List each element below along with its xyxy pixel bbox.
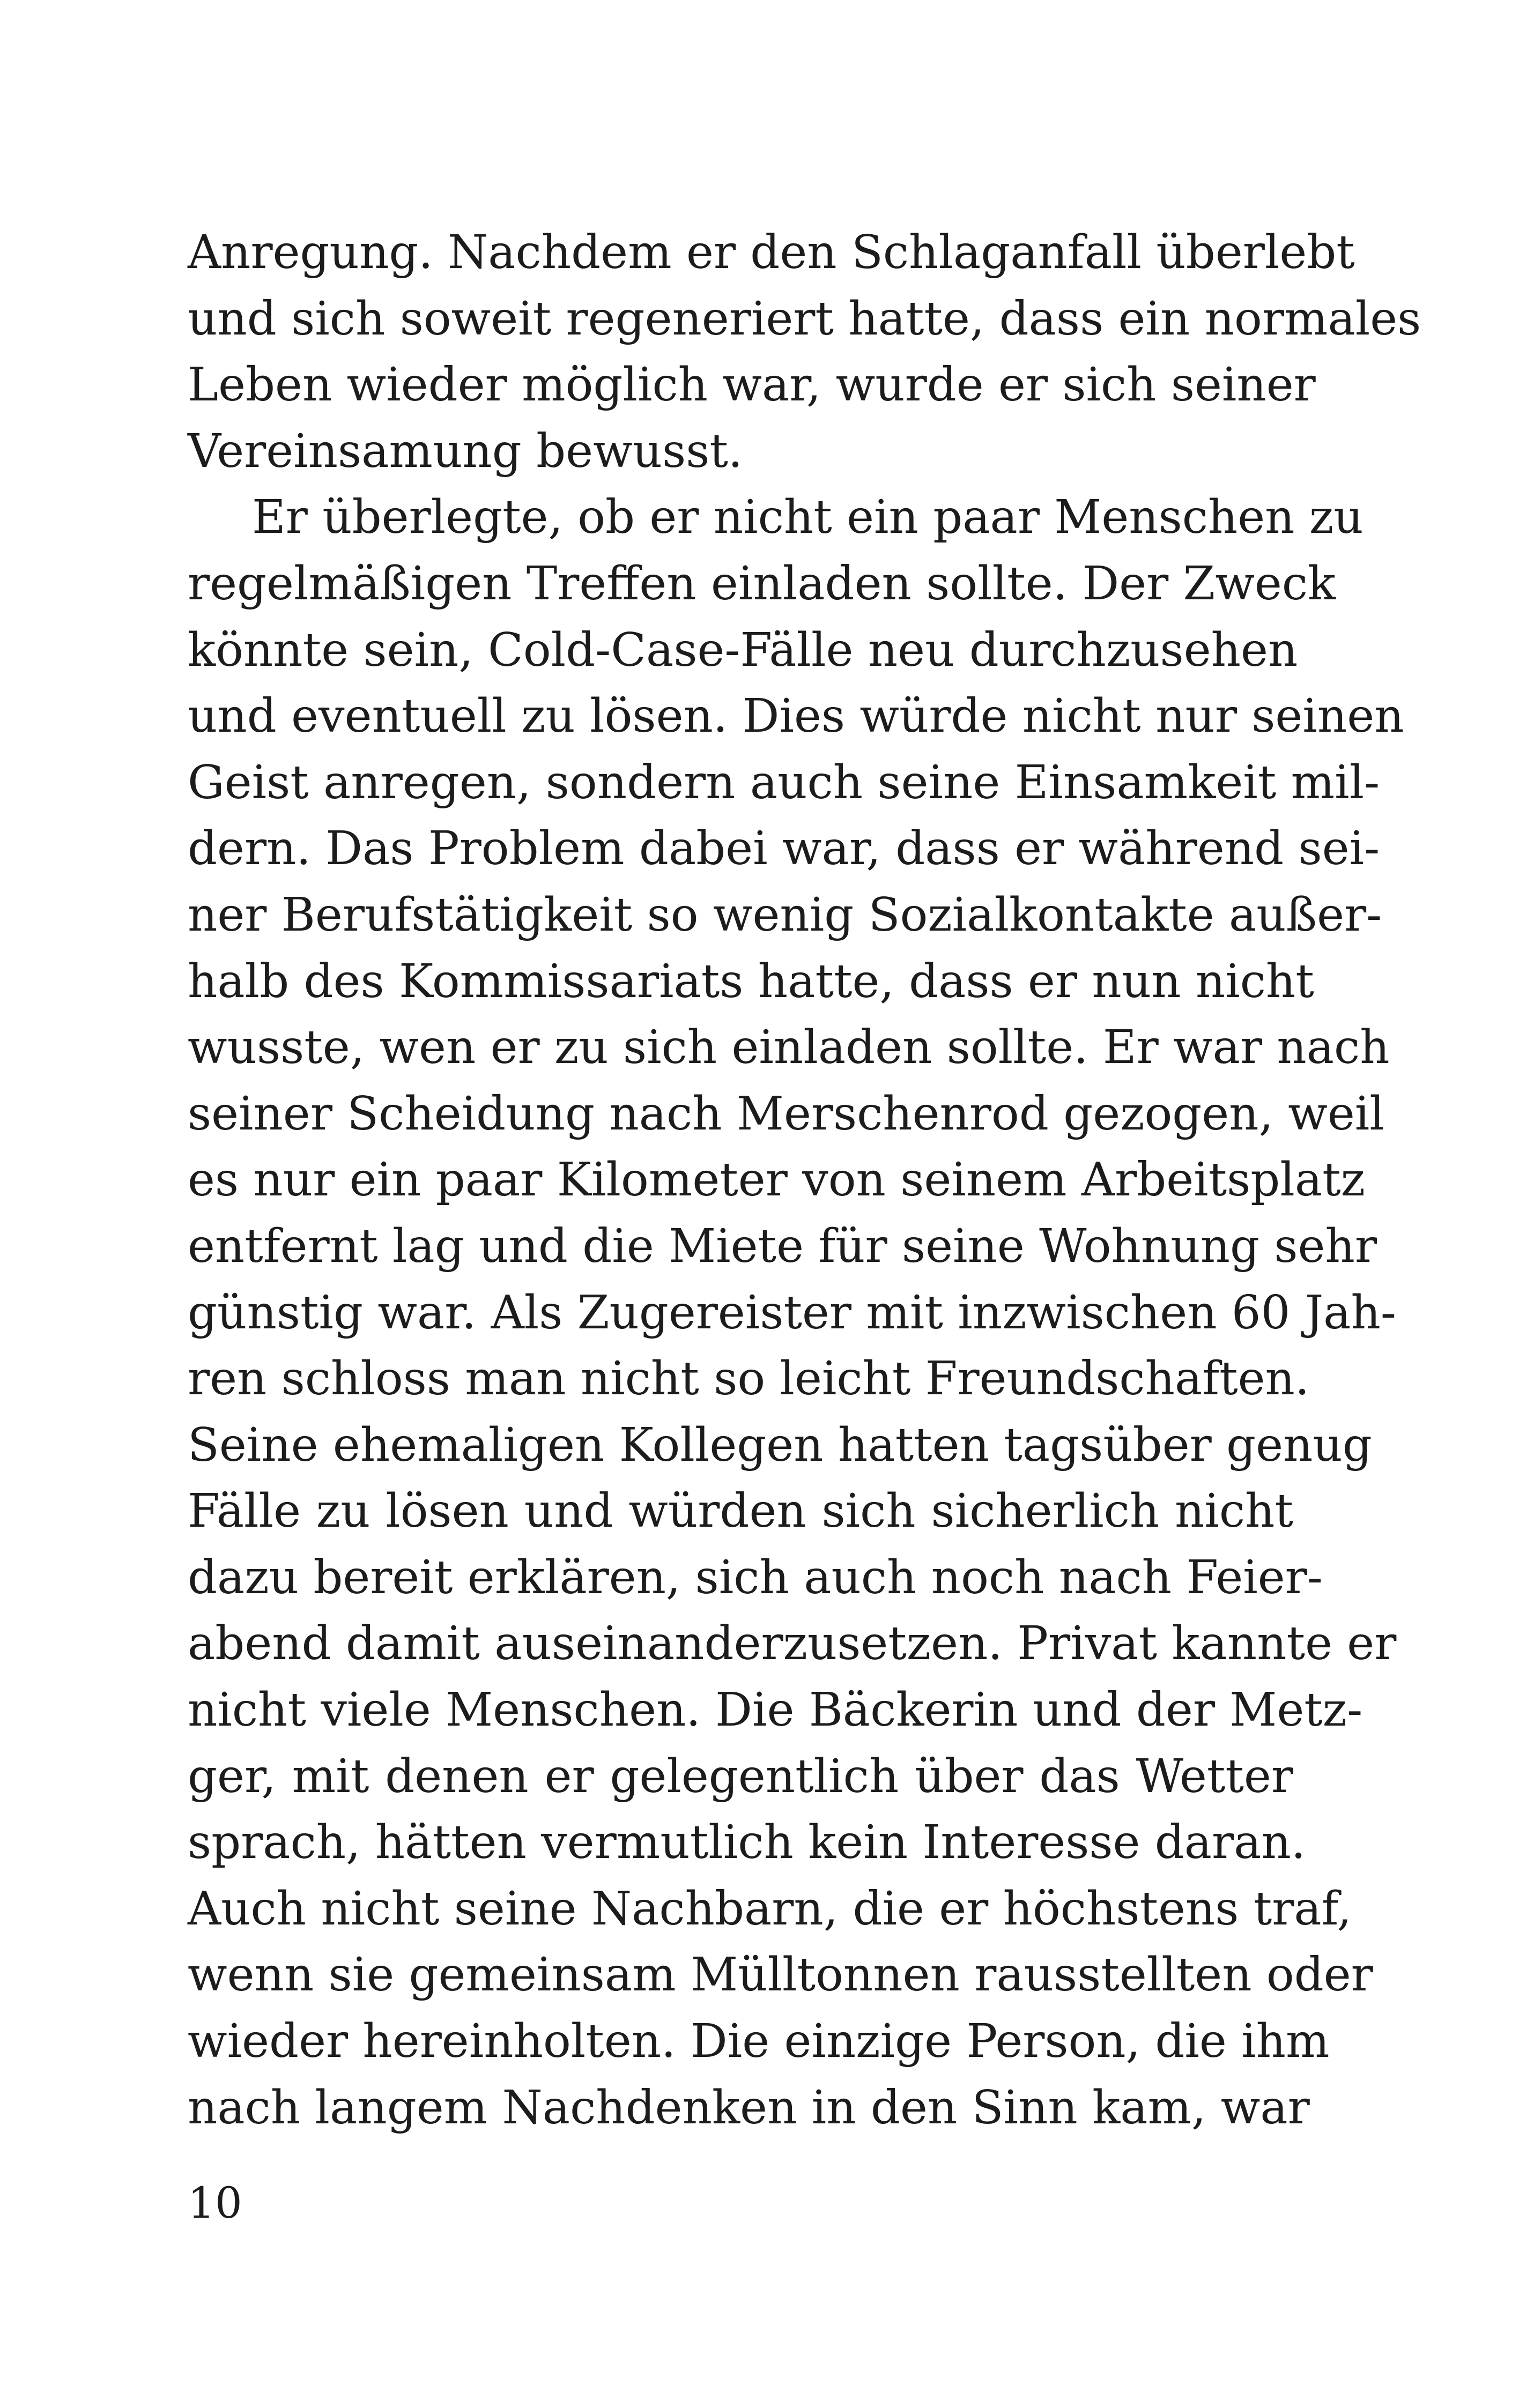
text-line: nach langem Nachdenken in den Sinn kam, war [188,2080,1310,2135]
text-line: ren schloss man nicht so leicht Freundschaften. [188,1352,1310,1406]
text-line: Auch nicht seine Nachbarn, die er höchstens traf, [188,1882,1352,1936]
text-line: es nur ein paar Kilometer von seinem Arbeitsplatz [188,1153,1365,1207]
page-number: 10 [188,2178,242,2228]
text-line: wieder hereinholten. Die einzige Person, die ihm [188,2015,1330,2069]
text-line: dern. Das Problem dabei war, dass er während sei- [188,822,1380,876]
text-line: wenn sie gemeinsam Mülltonnen rausstellten oder [188,1948,1373,2002]
text-line: regelmäßigen Treffen einladen sollte. Der Zweck [188,556,1336,611]
text-line: Fälle zu lösen und würden sich sicherlich nicht [188,1484,1293,1539]
text-line: sprach, hätten vermutlich kein Interesse daran. [188,1816,1306,1870]
text-line: Geist anregen, sondern auch seine Einsamkeit mil- [188,755,1380,809]
text-line: ger, mit denen er gelegentlich über das Wetter [188,1749,1293,1803]
text-line: Seine ehemaligen Kollegen hatten tagsüber genug [188,1418,1372,1472]
text-line: wusste, wen er zu sich einladen sollte. Er war nach [188,1021,1390,1075]
text-line: günstig war. Als Zugereister mit inzwischen 60 Jah- [188,1285,1396,1340]
text-line: Vereinsamung bewusst. [188,424,743,478]
text-line: und eventuell zu lösen. Dies würde nicht nur seinen [188,689,1404,744]
body-text [188,220,1421,2141]
text-line: abend damit auseinanderzusetzen. Privat kannte er [188,1617,1397,1671]
text-line: und sich soweit regeneriert hatte, dass ein normales [188,292,1421,346]
text-line: dazu bereit erklären, sich auch noch nach Feier- [188,1550,1323,1604]
text-line: ner Berufstätigkeit so wenig Sozialkontakte außer- [188,888,1382,942]
text-line: Anregung. Nachdem er den Schlaganfall überlebt [188,226,1355,279]
text-line: halb des Kommissariats hatte, dass er nun nicht [188,954,1314,1008]
text-line: Leben wieder möglich war, wurde er sich seiner [188,358,1316,412]
text-line: entfernt lag und die Miete für seine Wohnung sehr [188,1219,1377,1273]
text-line: seiner Scheidung nach Merschenrod gezogen, weil [188,1087,1384,1141]
paragraph-start-line: Er überlegte, ob er nicht ein paar Menschen zu [252,490,1364,545]
text-line: könnte sein, Cold-Case-Fälle neu durchzusehen [188,623,1298,677]
text-line: nicht viele Menschen. Die Bäckerin und der Metz- [188,1683,1363,1737]
